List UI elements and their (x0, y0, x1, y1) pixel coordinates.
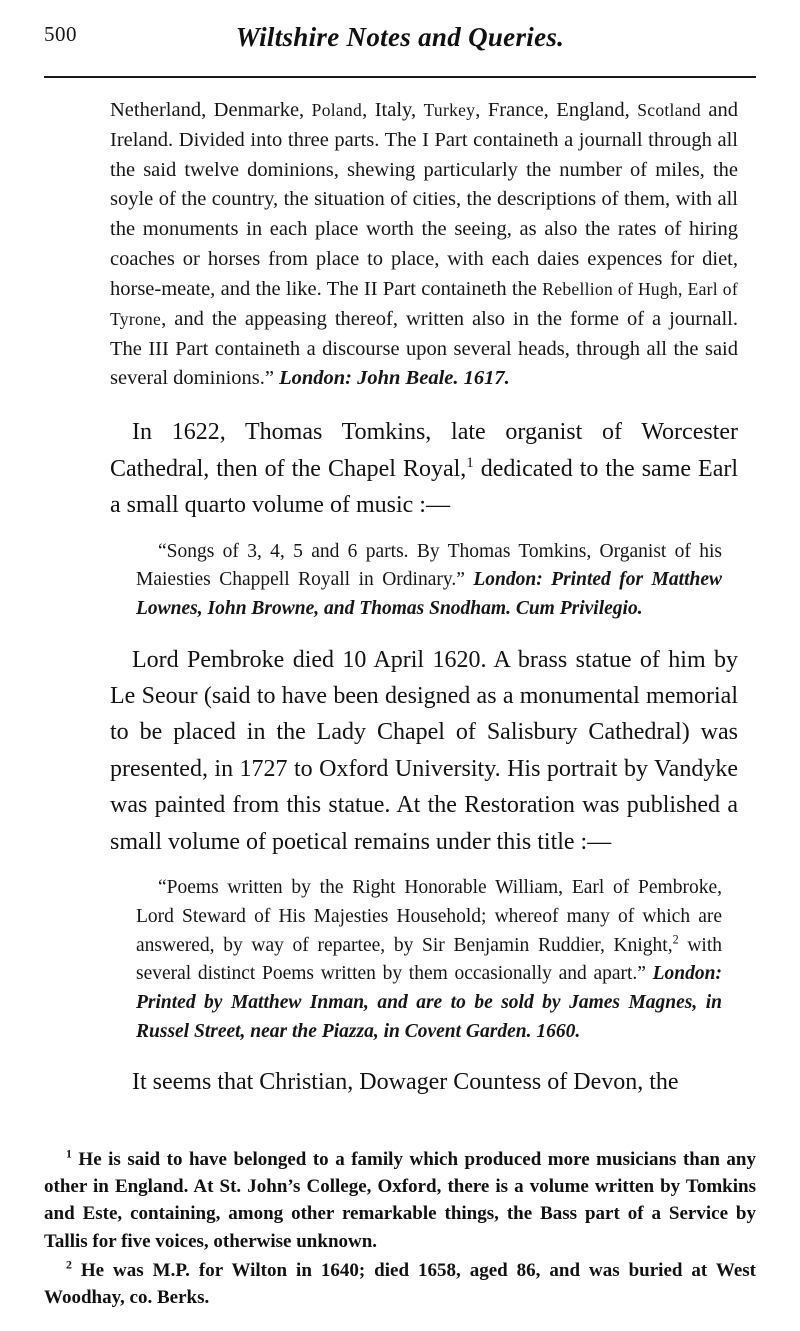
footnote-ref-2[interactable]: 2 (672, 932, 679, 947)
quote-text-5: , and the appeasing thereof, written also in the forme of a journall. The III Part containeth a discourse upon several heads, through all the said several dominions.” (110, 307, 738, 390)
footnote-1-text: He is said to have belonged to a family which produced more musicians than any other in England. At St. John’s College, Oxford, there is a volume written by Tomkins and Este, containing, among other remarkable things, the Bass part of a Service by Tallis for five voices, otherwise unknown. (44, 1149, 756, 1252)
page-body (44, 96, 756, 1101)
footnote-2-marker: 2 (66, 1258, 72, 1272)
smallcaps-poland: Poland (311, 100, 363, 120)
footnote-1 (44, 1146, 756, 1255)
quotation-poems (136, 874, 722, 1046)
quotation-itinerary (110, 96, 738, 394)
paragraph-pembroke-text: Lord Pembroke died 10 April 1620. A brass statue of him by Le Seour (said to have been designed as a monumental memorial to be placed in the Lady Chapel of Salisbury Cathedral) was presented, in 1727 to Oxford University. His portrait by Vandyke was painted from this statue. At the Restoration was published a small volume of poetical remains under this title :— (110, 646, 738, 855)
quote-text-3: , France, England, (475, 99, 638, 121)
imprint-1617: London: John Beale. 1617. (279, 367, 510, 390)
quotation-songs (136, 538, 722, 624)
quote-text-1: Netherland, Denmarke, (110, 99, 312, 121)
footnote-2-text: He was M.P. for Wilton in 1640; died 1658, aged 86, and was buried at West Woodhay, co. Berks. (44, 1259, 756, 1308)
page-number: 500 (44, 22, 77, 46)
quote-songs-text: “Songs of 3, 4, 5 and 6 parts. By Thomas Tomkins, Organist of his Maiesties Chappell Royall in Ordinary.” (136, 540, 722, 591)
smallcaps-scotland: Scotland (637, 100, 701, 120)
quote-poems-text-a: “Poems written by the Right Honorable William, Earl of Pembroke, Lord Steward of His Majesties Household; whereof many of which are answered, by way of repartee, by Sir Benjamin Ruddier, Knight, (136, 877, 722, 956)
spacer-5 (58, 1046, 742, 1064)
paragraph-pembroke (110, 642, 738, 861)
paragraph-tomkins-text-a: In 1622, Thomas Tomkins, late organist of Worcester Cathedral, then of the Chapel Royal, (110, 419, 738, 482)
footnotes-section (44, 1146, 756, 1313)
footnote-1-marker: 1 (66, 1147, 72, 1161)
imprint-snodham: London: Printed for Matthew Lownes, Iohn Browne, and Thomas Snodham. Cum Privilegio. (136, 569, 722, 619)
spacer-3 (58, 624, 742, 642)
running-title: Wiltshire Notes and Queries. (235, 22, 565, 52)
smallcaps-turkey: Turkey (423, 100, 476, 120)
smallcaps-rebellion: Rebellion of Hugh, Earl of Tyrone (110, 278, 738, 329)
header-rule (44, 76, 756, 78)
paragraph-christian (110, 1064, 738, 1100)
footnote-ref-1[interactable]: 1 (466, 454, 474, 471)
quote-text-4: and Ireland. Divided into three parts. The I Part containeth a journall through all the said twelve dominions, shewing particularly the number of miles, the soyle of the country, the situation of cities, the descriptions of them, with all the monuments in each place worth the seeing, as also the rates of hiring coaches or horses from place to place, with each daies expences for diet, horse-meate, and the like. The II Part containeth the (110, 99, 738, 300)
spacer-2 (58, 524, 742, 538)
footnote-2 (44, 1257, 756, 1311)
paragraph-tomkins-text-b: dedicated to the same Earl a small quarto volume of music :— (110, 455, 739, 519)
quote-text-2: , Italy, (362, 99, 424, 121)
paragraph-tomkins (110, 414, 738, 523)
page-header (44, 22, 756, 62)
paragraph-christian-text: It seems that Christian, Dowager Countess of Devon, the (132, 1069, 679, 1096)
spacer-1 (58, 394, 742, 414)
imprint-inman: London: Printed by Matthew Inman, and are to be sold by James Magnes, in Russel Street, near the Piazza, in Covent Garden. 1660. (136, 963, 722, 1042)
quote-poems-text-b: with several distinct Poems written by them occasionally and apart.” (136, 934, 723, 985)
spacer-4 (58, 860, 742, 874)
